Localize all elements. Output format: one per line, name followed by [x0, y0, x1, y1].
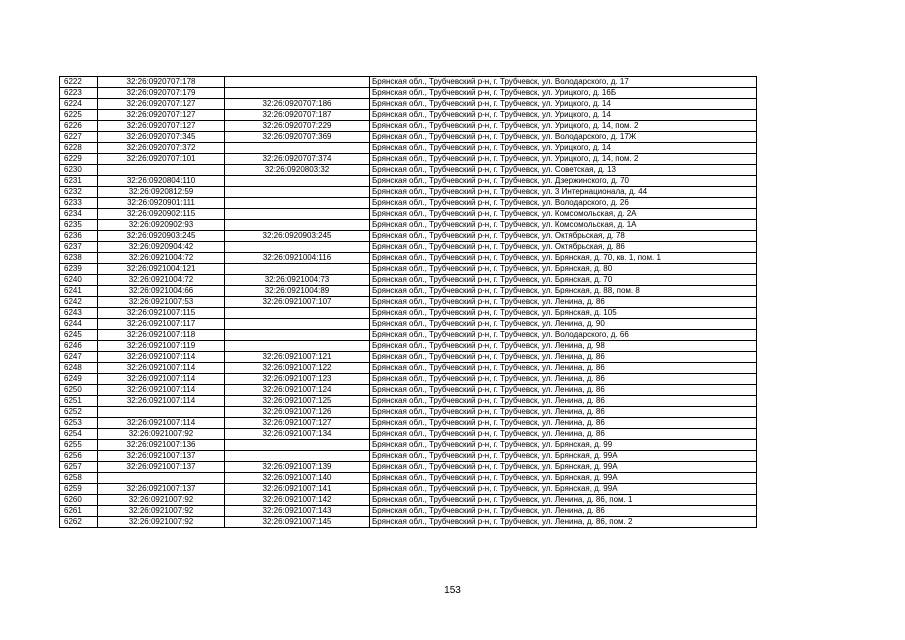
registry-table-body — [60, 77, 757, 528]
row-number-cell: 6237 — [60, 242, 98, 253]
address-cell: Брянская обл., Трубчевский р-н, г. Трубчевск, ул. Ленина, д. 86 — [370, 429, 757, 440]
related-cadastral-number-cell: 32:26:0920803:32 — [225, 165, 370, 176]
related-cadastral-number-cell — [225, 143, 370, 154]
related-cadastral-number-cell: 32:26:0920707:186 — [225, 99, 370, 110]
table-row — [60, 451, 757, 462]
related-cadastral-number-cell: 32:26:0921007:125 — [225, 396, 370, 407]
related-cadastral-number-cell: 32:26:0921007:121 — [225, 352, 370, 363]
table-row — [60, 231, 757, 242]
table-row — [60, 264, 757, 275]
row-number-cell: 6235 — [60, 220, 98, 231]
related-cadastral-number-cell — [225, 242, 370, 253]
row-number-cell: 6254 — [60, 429, 98, 440]
related-cadastral-number-cell: 32:26:0920707:187 — [225, 110, 370, 121]
address-cell: Брянская обл., Трубчевский р-н, г. Трубчевск, ул. Урицкого, д. 14, пом. 2 — [370, 121, 757, 132]
address-cell: Брянская обл., Трубчевский р-н, г. Трубчевск, ул. Брянская, д. 80 — [370, 264, 757, 275]
table-row — [60, 473, 757, 484]
address-cell: Брянская обл., Трубчевский р-н, г. Трубчевск, ул. Ленина, д. 86, пом. 1 — [370, 495, 757, 506]
related-cadastral-number-cell: 32:26:0921004:116 — [225, 253, 370, 264]
table-row — [60, 132, 757, 143]
table-row — [60, 154, 757, 165]
cadastral-number-cell: 32:26:0920903:245 — [98, 231, 225, 242]
related-cadastral-number-cell — [225, 220, 370, 231]
row-number-cell: 6223 — [60, 88, 98, 99]
row-number-cell: 6238 — [60, 253, 98, 264]
related-cadastral-number-cell: 32:26:0921007:139 — [225, 462, 370, 473]
row-number-cell: 6228 — [60, 143, 98, 154]
cadastral-number-cell: 32:26:0920707:345 — [98, 132, 225, 143]
table-row — [60, 495, 757, 506]
address-cell: Брянская обл., Трубчевский р-н, г. Трубчевск, ул. Комсомольская, д. 2А — [370, 209, 757, 220]
table-row — [60, 187, 757, 198]
address-cell: Брянская обл., Трубчевский р-н, г. Трубчевск, ул. 3 Интернационала, д. 44 — [370, 187, 757, 198]
address-cell: Брянская обл., Трубчевский р-н, г. Трубчевск, ул. Брянская, д. 99 — [370, 440, 757, 451]
table-row — [60, 165, 757, 176]
related-cadastral-number-cell: 32:26:0921007:107 — [225, 297, 370, 308]
row-number-cell: 6241 — [60, 286, 98, 297]
cadastral-number-cell: 32:26:0921007:114 — [98, 363, 225, 374]
related-cadastral-number-cell: 32:26:0921004:73 — [225, 275, 370, 286]
table-row — [60, 330, 757, 341]
row-number-cell: 6245 — [60, 330, 98, 341]
related-cadastral-number-cell: 32:26:0920707:374 — [225, 154, 370, 165]
address-cell: Брянская обл., Трубчевский р-н, г. Трубчевск, ул. Ленина, д. 86, пом. 2 — [370, 517, 757, 528]
cadastral-number-cell: 32:26:0921007:92 — [98, 506, 225, 517]
address-cell: Брянская обл., Трубчевский р-н, г. Трубчевск, ул. Ленина, д. 86 — [370, 396, 757, 407]
row-number-cell: 6261 — [60, 506, 98, 517]
row-number-cell: 6251 — [60, 396, 98, 407]
related-cadastral-number-cell: 32:26:0921007:122 — [225, 363, 370, 374]
table-row — [60, 198, 757, 209]
cadastral-number-cell: 32:26:0921004:121 — [98, 264, 225, 275]
address-cell: Брянская обл., Трубчевский р-н, г. Трубчевск, ул. Урицкого, д. 14 — [370, 110, 757, 121]
table-row — [60, 506, 757, 517]
cadastral-number-cell — [98, 165, 225, 176]
row-number-cell: 6259 — [60, 484, 98, 495]
table-row — [60, 242, 757, 253]
table-row — [60, 253, 757, 264]
cadastral-number-cell: 32:26:0921007:92 — [98, 495, 225, 506]
related-cadastral-number-cell: 32:26:0921007:143 — [225, 506, 370, 517]
row-number-cell: 6239 — [60, 264, 98, 275]
address-cell: Брянская обл., Трубчевский р-н, г. Трубчевск, ул. Брянская, д. 105 — [370, 308, 757, 319]
cadastral-number-cell — [98, 407, 225, 418]
table-row — [60, 110, 757, 121]
cadastral-number-cell: 32:26:0920707:127 — [98, 110, 225, 121]
table-row — [60, 176, 757, 187]
address-cell: Брянская обл., Трубчевский р-н, г. Трубчевск, ул. Ленина, д. 86 — [370, 407, 757, 418]
row-number-cell: 6260 — [60, 495, 98, 506]
cadastral-number-cell: 32:26:0920707:127 — [98, 121, 225, 132]
row-number-cell: 6247 — [60, 352, 98, 363]
cadastral-number-cell: 32:26:0921007:119 — [98, 341, 225, 352]
row-number-cell: 6236 — [60, 231, 98, 242]
cadastral-number-cell: 32:26:0920901:111 — [98, 198, 225, 209]
table-row — [60, 418, 757, 429]
cadastral-number-cell: 32:26:0921004:72 — [98, 275, 225, 286]
table-row — [60, 319, 757, 330]
row-number-cell: 6230 — [60, 165, 98, 176]
row-number-cell: 6227 — [60, 132, 98, 143]
address-cell: Брянская обл., Трубчевский р-н, г. Трубчевск, ул. Советская, д. 13 — [370, 165, 757, 176]
cadastral-number-cell: 32:26:0921007:137 — [98, 484, 225, 495]
cadastral-number-cell: 32:26:0920707:101 — [98, 154, 225, 165]
address-cell: Брянская обл., Трубчевский р-н, г. Трубчевск, ул. Ленина, д. 86 — [370, 297, 757, 308]
related-cadastral-number-cell — [225, 198, 370, 209]
cadastral-number-cell: 32:26:0921007:114 — [98, 385, 225, 396]
row-number-cell: 6232 — [60, 187, 98, 198]
table-row — [60, 209, 757, 220]
cadastral-number-cell: 32:26:0920804:110 — [98, 176, 225, 187]
related-cadastral-number-cell: 32:26:0921007:134 — [225, 429, 370, 440]
row-number-cell: 6224 — [60, 99, 98, 110]
table-row — [60, 121, 757, 132]
table-row — [60, 385, 757, 396]
row-number-cell: 6233 — [60, 198, 98, 209]
cadastral-number-cell: 32:26:0921007:114 — [98, 418, 225, 429]
cadastral-number-cell: 32:26:0921007:137 — [98, 462, 225, 473]
table-row — [60, 352, 757, 363]
table-row — [60, 308, 757, 319]
row-number-cell: 6252 — [60, 407, 98, 418]
related-cadastral-number-cell: 32:26:0920707:229 — [225, 121, 370, 132]
address-cell: Брянская обл., Трубчевский р-н, г. Трубчевск, ул. Урицкого, д. 16Б — [370, 88, 757, 99]
table-row — [60, 517, 757, 528]
address-cell: Брянская обл., Трубчевский р-н, г. Трубчевск, ул. Брянская, д. 99А — [370, 484, 757, 495]
address-cell: Брянская обл., Трубчевский р-н, г. Трубчевск, ул. Володарского, д. 26 — [370, 198, 757, 209]
row-number-cell: 6225 — [60, 110, 98, 121]
related-cadastral-number-cell — [225, 330, 370, 341]
related-cadastral-number-cell — [225, 440, 370, 451]
row-number-cell: 6257 — [60, 462, 98, 473]
related-cadastral-number-cell: 32:26:0921007:141 — [225, 484, 370, 495]
address-cell: Брянская обл., Трубчевский р-н, г. Трубчевск, ул. Урицкого, д. 14, пом. 2 — [370, 154, 757, 165]
address-cell: Брянская обл., Трубчевский р-н, г. Трубчевск, ул. Брянская, д. 99А — [370, 462, 757, 473]
related-cadastral-number-cell: 32:26:0921007:140 — [225, 473, 370, 484]
table-row — [60, 374, 757, 385]
cadastral-number-cell: 32:26:0920902:93 — [98, 220, 225, 231]
table-row — [60, 484, 757, 495]
address-cell: Брянская обл., Трубчевский р-н, г. Трубчевск, ул. Володарского, д. 17Ж — [370, 132, 757, 143]
row-number-cell: 6256 — [60, 451, 98, 462]
row-number-cell: 6222 — [60, 77, 98, 88]
table-row — [60, 429, 757, 440]
address-cell: Брянская обл., Трубчевский р-н, г. Трубчевск, ул. Дзержинского, д. 70 — [370, 176, 757, 187]
related-cadastral-number-cell: 32:26:0921007:123 — [225, 374, 370, 385]
address-cell: Брянская обл., Трубчевский р-н, г. Трубчевск, ул. Комсомольская, д. 1А — [370, 220, 757, 231]
row-number-cell: 6262 — [60, 517, 98, 528]
row-number-cell: 6243 — [60, 308, 98, 319]
related-cadastral-number-cell: 32:26:0921007:145 — [225, 517, 370, 528]
cadastral-number-cell: 32:26:0921007:117 — [98, 319, 225, 330]
page-number: 153 — [444, 585, 461, 596]
related-cadastral-number-cell: 32:26:0921007:124 — [225, 385, 370, 396]
related-cadastral-number-cell — [225, 308, 370, 319]
cadastral-number-cell: 32:26:0920902:115 — [98, 209, 225, 220]
address-cell: Брянская обл., Трубчевский р-н, г. Трубчевск, ул. Брянская, д. 70, кв. 1, пом. 1 — [370, 253, 757, 264]
row-number-cell: 6231 — [60, 176, 98, 187]
row-number-cell: 6234 — [60, 209, 98, 220]
cadastral-number-cell: 32:26:0921007:92 — [98, 429, 225, 440]
cadastral-number-cell: 32:26:0920707:178 — [98, 77, 225, 88]
address-cell: Брянская обл., Трубчевский р-н, г. Трубчевск, ул. Ленина, д. 86 — [370, 418, 757, 429]
related-cadastral-number-cell: 32:26:0921007:126 — [225, 407, 370, 418]
related-cadastral-number-cell — [225, 176, 370, 187]
cadastral-number-cell: 32:26:0920812:59 — [98, 187, 225, 198]
table-row — [60, 440, 757, 451]
table-row — [60, 88, 757, 99]
table-row — [60, 275, 757, 286]
address-cell: Брянская обл., Трубчевский р-н, г. Трубчевск, ул. Ленина, д. 98 — [370, 341, 757, 352]
address-cell: Брянская обл., Трубчевский р-н, г. Трубчевск, ул. Октябрьская, д. 86 — [370, 242, 757, 253]
related-cadastral-number-cell: 32:26:0921007:142 — [225, 495, 370, 506]
related-cadastral-number-cell — [225, 88, 370, 99]
row-number-cell: 6246 — [60, 341, 98, 352]
address-cell: Брянская обл., Трубчевский р-н, г. Трубчевск, ул. Ленина, д. 90 — [370, 319, 757, 330]
property-registry-table — [59, 76, 757, 528]
row-number-cell: 6244 — [60, 319, 98, 330]
table-row — [60, 462, 757, 473]
address-cell: Брянская обл., Трубчевский р-н, г. Трубчевск, ул. Ленина, д. 86 — [370, 363, 757, 374]
address-cell: Брянская обл., Трубчевский р-н, г. Трубчевск, ул. Ленина, д. 86 — [370, 506, 757, 517]
cadastral-number-cell: 32:26:0920707:127 — [98, 99, 225, 110]
row-number-cell: 6229 — [60, 154, 98, 165]
address-cell: Брянская обл., Трубчевский р-н, г. Трубчевск, ул. Урицкого, д. 14 — [370, 99, 757, 110]
related-cadastral-number-cell — [225, 77, 370, 88]
address-cell: Брянская обл., Трубчевский р-н, г. Трубчевск, ул. Урицкого, д. 14 — [370, 143, 757, 154]
related-cadastral-number-cell: 32:26:0920707:369 — [225, 132, 370, 143]
row-number-cell: 6258 — [60, 473, 98, 484]
cadastral-number-cell: 32:26:0921007:114 — [98, 396, 225, 407]
address-cell: Брянская обл., Трубчевский р-н, г. Трубчевск, ул. Брянская, д. 88, пом. 8 — [370, 286, 757, 297]
address-cell: Брянская обл., Трубчевский р-н, г. Трубчевск, ул. Ленина, д. 86 — [370, 352, 757, 363]
table-row — [60, 363, 757, 374]
cadastral-number-cell: 32:26:0921007:114 — [98, 352, 225, 363]
table-row — [60, 297, 757, 308]
table-row — [60, 77, 757, 88]
related-cadastral-number-cell — [225, 264, 370, 275]
row-number-cell: 6249 — [60, 374, 98, 385]
table-row — [60, 396, 757, 407]
address-cell: Брянская обл., Трубчевский р-н, г. Трубчевск, ул. Володарского, д. 17 — [370, 77, 757, 88]
table-row — [60, 407, 757, 418]
cadastral-number-cell: 32:26:0920904:42 — [98, 242, 225, 253]
address-cell: Брянская обл., Трубчевский р-н, г. Трубчевск, ул. Ленина, д. 86 — [370, 385, 757, 396]
row-number-cell: 6226 — [60, 121, 98, 132]
cadastral-number-cell: 32:26:0921004:66 — [98, 286, 225, 297]
related-cadastral-number-cell — [225, 187, 370, 198]
related-cadastral-number-cell — [225, 341, 370, 352]
cadastral-number-cell: 32:26:0921007:114 — [98, 374, 225, 385]
row-number-cell: 6248 — [60, 363, 98, 374]
table-row — [60, 286, 757, 297]
row-number-cell: 6253 — [60, 418, 98, 429]
cadastral-number-cell — [98, 473, 225, 484]
cadastral-number-cell: 32:26:0921007:136 — [98, 440, 225, 451]
cadastral-number-cell: 32:26:0921007:53 — [98, 297, 225, 308]
address-cell: Брянская обл., Трубчевский р-н, г. Трубчевск, ул. Ленина, д. 86 — [370, 374, 757, 385]
row-number-cell: 6255 — [60, 440, 98, 451]
related-cadastral-number-cell: 32:26:0920903:245 — [225, 231, 370, 242]
address-cell: Брянская обл., Трубчевский р-н, г. Трубчевск, ул. Брянская, д. 99А — [370, 473, 757, 484]
address-cell: Брянская обл., Трубчевский р-н, г. Трубчевск, ул. Володарского, д. 66 — [370, 330, 757, 341]
cadastral-number-cell: 32:26:0921007:115 — [98, 308, 225, 319]
cadastral-number-cell: 32:26:0921007:137 — [98, 451, 225, 462]
address-cell: Брянская обл., Трубчевский р-н, г. Трубчевск, ул. Октябрьская, д. 78 — [370, 231, 757, 242]
table-row — [60, 99, 757, 110]
row-number-cell: 6250 — [60, 385, 98, 396]
table-row — [60, 220, 757, 231]
row-number-cell: 6240 — [60, 275, 98, 286]
cadastral-number-cell: 32:26:0920707:179 — [98, 88, 225, 99]
cadastral-number-cell: 32:26:0920707:372 — [98, 143, 225, 154]
cadastral-number-cell: 32:26:0921004:72 — [98, 253, 225, 264]
address-cell: Брянская обл., Трубчевский р-н, г. Трубчевск, ул. Брянская, д. 99А — [370, 451, 757, 462]
related-cadastral-number-cell: 32:26:0921004:89 — [225, 286, 370, 297]
table-row — [60, 341, 757, 352]
related-cadastral-number-cell — [225, 209, 370, 220]
table-row — [60, 143, 757, 154]
address-cell: Брянская обл., Трубчевский р-н, г. Трубчевск, ул. Брянская, д. 70 — [370, 275, 757, 286]
cadastral-number-cell: 32:26:0921007:118 — [98, 330, 225, 341]
related-cadastral-number-cell: 32:26:0921007:127 — [225, 418, 370, 429]
row-number-cell: 6242 — [60, 297, 98, 308]
related-cadastral-number-cell — [225, 451, 370, 462]
related-cadastral-number-cell — [225, 319, 370, 330]
cadastral-number-cell: 32:26:0921007:92 — [98, 517, 225, 528]
